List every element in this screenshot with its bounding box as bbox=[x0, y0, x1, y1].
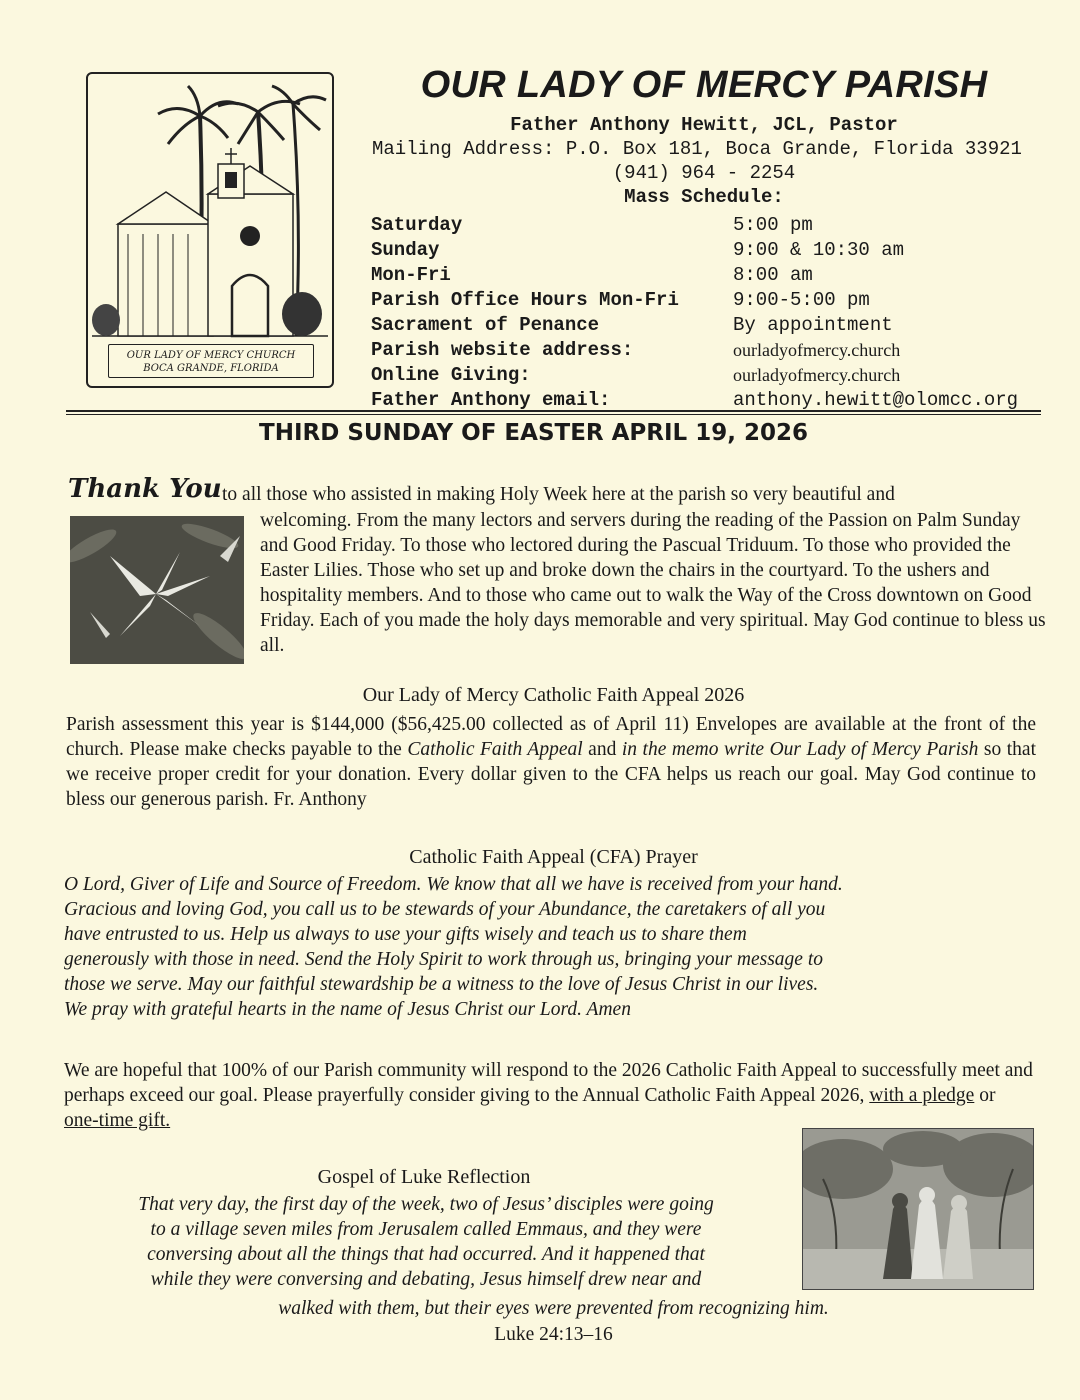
hopeful-text: or bbox=[974, 1085, 996, 1106]
mailing-address: Mailing Address: P.O. Box 181, Boca Grande, Florida 33921 bbox=[372, 138, 1022, 160]
church-drawing-icon bbox=[88, 74, 332, 386]
easter-lily-photo bbox=[70, 516, 244, 664]
email-link[interactable]: anthony.hewitt@olomcc.org bbox=[733, 389, 1019, 411]
schedule-label: Online Giving: bbox=[371, 364, 531, 386]
online-giving-link[interactable]: ourladyofmercy.church bbox=[733, 365, 901, 385]
gospel-line: That very day, the first day of the week, two of Jesus’ disciples were going bbox=[138, 1194, 714, 1215]
schedule-label: Father Anthony email: bbox=[371, 389, 611, 411]
thank-you-body: welcoming. From the many lectors and servers during the reading of the Passion on Palm Sunday and Good Friday. To those who lectored during the Pascual Triduum. To those who provided the Easter Lilies. Those who set up and broke down the chairs in the courtyard. To the ushers and hospitality members. And to those who came out to walk the Way of the Cross downtown on Good Friday. Each of you made the holy days memorable and very spiritual. May God continue to bless us all. bbox=[260, 510, 1046, 656]
logo-caption bbox=[108, 344, 314, 378]
schedule-value: By appointment bbox=[733, 314, 893, 336]
prayer-body bbox=[64, 872, 1039, 1022]
logo-caption-line2: BOCA GRANDE, FLORIDA bbox=[143, 363, 279, 374]
pledge-link[interactable]: with a pledge bbox=[869, 1085, 975, 1106]
gospel-line: while they were conversing and debating, Jesus himself drew near and bbox=[150, 1269, 702, 1290]
prayer-line: O Lord, Giver of Life and Source of Freedom. We know that all we have is received from your hand. bbox=[64, 874, 843, 895]
gospel-heading: Gospel of Luke Reflection bbox=[317, 1166, 531, 1188]
church-logo bbox=[86, 72, 334, 388]
schedule-value: 8:00 am bbox=[733, 264, 813, 286]
cfa-text: and bbox=[582, 739, 622, 760]
parish-title: OUR LADY OF MERCY PARISH bbox=[420, 64, 988, 106]
logo-caption-line1: OUR LADY OF MERCY CHURCH bbox=[126, 350, 296, 361]
schedule-value: 9:00 & 10:30 am bbox=[733, 239, 905, 261]
thank-you-lead: Thank You bbox=[68, 474, 222, 504]
cfa-body bbox=[66, 712, 1036, 812]
one-time-gift-link[interactable]: one-time gift. bbox=[64, 1110, 171, 1131]
hopeful-text: We are hopeful that 100% of our Parish community will respond to the 2026 Catholic Faith Appeal to successfully meet and perhaps exceed our goal. Please prayerfully consider giving to the Annual Catholic Faith Appeal 2026, bbox=[64, 1060, 1033, 1106]
header-divider bbox=[66, 410, 1041, 412]
header-divider bbox=[66, 414, 1041, 415]
prayer-line: We pray with grateful hearts in the name of Jesus Christ our Lord. Amen bbox=[64, 999, 631, 1020]
gospel-line: conversing about all the things that had occurred. And it happened that bbox=[147, 1244, 705, 1265]
prayer-line: have entrusted to us. Help us always to use your gifts wisely and teach us to share them bbox=[64, 924, 747, 945]
prayer-line: those we serve. May our faithful stewardship be a witness to the love of Jesus Christ in our lives. bbox=[64, 974, 819, 995]
schedule-label: Saturday bbox=[371, 214, 463, 236]
gospel-line: to a village seven miles from Jerusalem called Emmaus, and they were bbox=[150, 1219, 702, 1240]
schedule-label: Sacrament of Penance bbox=[371, 314, 600, 336]
prayer-heading: Catholic Faith Appeal (CFA) Prayer bbox=[409, 846, 698, 868]
prayer-line: generously with those in need. Send the Holy Spirit to work through us, bringing your message to bbox=[64, 949, 823, 970]
website-link[interactable]: ourladyofmercy.church bbox=[733, 340, 901, 360]
gospel-body bbox=[66, 1192, 786, 1292]
date-heading: THIRD SUNDAY OF EASTER APRIL 19, 2026 bbox=[259, 420, 808, 446]
pastor-line: Father Anthony Hewitt, JCL, Pastor bbox=[510, 114, 898, 136]
thank-you-first-line: to all those who assisted in making Holy Week here at the parish so very beautiful and bbox=[222, 484, 895, 505]
road-to-emmaus-photo bbox=[802, 1128, 1034, 1290]
cfa-text: Parish assessment this year is $144,000 ($56,425.00 collected as of April 11) Envelopes are available at the front of the church. Please make checks payable to the bbox=[66, 714, 1036, 760]
cfa-memo-instruction: in the memo write Our Lady of Mercy Parish bbox=[621, 739, 979, 760]
schedule-label: Mon-Fri bbox=[371, 264, 451, 286]
cfa-text: so that we receive proper credit for your donation. Every dollar given to the CFA helps us reach our goal. May God continue to bless our generous parish. Fr. Anthony bbox=[66, 739, 1036, 810]
mass-schedule-heading: Mass Schedule: bbox=[624, 186, 784, 208]
schedule-label: Parish website address: bbox=[371, 339, 634, 361]
gospel-last-line: walked with them, but their eyes were prevented from recognizing him. bbox=[278, 1298, 829, 1319]
schedule-value: 5:00 pm bbox=[733, 214, 813, 236]
gospel-reference: Luke 24:13–16 bbox=[494, 1324, 613, 1345]
schedule-label: Parish Office Hours Mon-Fri bbox=[371, 289, 679, 311]
lily-icon bbox=[70, 516, 244, 664]
schedule-label: Sunday bbox=[371, 239, 440, 261]
phone-number: (941) 964 - 2254 bbox=[612, 162, 796, 184]
cfa-payee: Catholic Faith Appeal bbox=[407, 739, 583, 760]
schedule-value: 9:00-5:00 pm bbox=[733, 289, 870, 311]
hopeful-paragraph bbox=[64, 1058, 1034, 1133]
emmaus-icon bbox=[803, 1129, 1033, 1289]
prayer-line: Gracious and loving God, you call us to be stewards of your Abundance, the caretakers of all you bbox=[64, 899, 826, 920]
cfa-heading: Our Lady of Mercy Catholic Faith Appeal 2026 bbox=[362, 684, 745, 706]
